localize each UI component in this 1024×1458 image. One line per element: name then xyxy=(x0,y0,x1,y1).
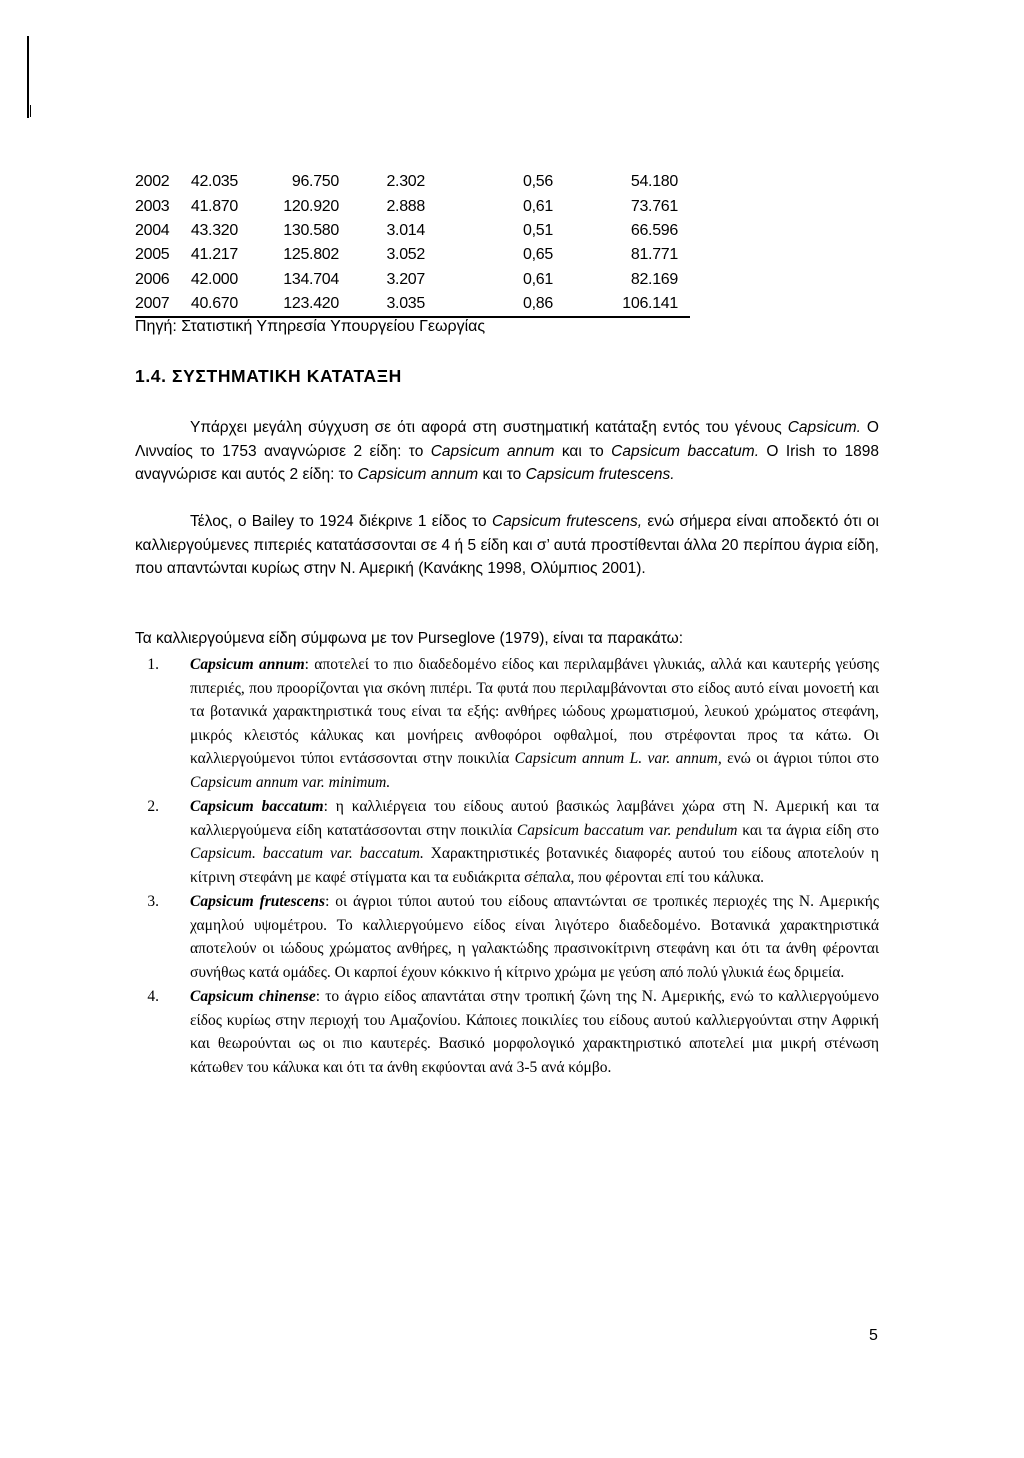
table-cell: 41.870 xyxy=(190,197,238,215)
table-cell: 40.670 xyxy=(180,292,238,317)
table-cell: 0,61 xyxy=(523,197,553,215)
table-cell-year: 2004 xyxy=(135,221,170,239)
table-cell: 42.035 xyxy=(190,173,238,191)
table-cell-year: 2002 xyxy=(135,173,170,191)
section-heading: 1.4. ΣΥΣΤΗΜΑΤΙΚΗ ΚΑΤΑΤΑΞΗ xyxy=(135,366,402,386)
paragraph-intro xyxy=(135,416,879,487)
table-cell: 0,65 xyxy=(523,246,553,264)
species-name: Capsicum frutescens, xyxy=(491,513,643,530)
table-cell: 125.802 xyxy=(283,246,339,264)
table-row xyxy=(135,243,690,267)
table-cell: 123.420 xyxy=(238,292,339,317)
table-cell: 54.180 xyxy=(630,173,678,191)
species-name: Capsicum annum xyxy=(357,466,479,483)
table-cell: 0,86 xyxy=(425,292,553,317)
list-item xyxy=(135,985,879,1079)
table-cell: 3.014 xyxy=(386,221,425,239)
table-cell: 3.052 xyxy=(386,246,425,264)
text-run: : η καλλιέργεια του είδους αυτού βασικώς λαμβάνει χώρα στη Ν. Αμερική και τα καλλιεργούμενα είδη κατατάσσονται στην ποικιλία xyxy=(190,798,879,839)
table-row xyxy=(135,170,690,194)
paragraph-bailey xyxy=(135,510,879,581)
text-run: Χαρακτηριστικές βοτανικές διαφορές αυτού του είδους αποτελούν η κίτρινη στεφάνη με καφέ στίγματα και τα ευδιάκριτα σέπαλα, που φέρονται επί του κάλυκα. xyxy=(190,845,879,886)
statistics-table xyxy=(135,170,690,318)
table-cell: 73.761 xyxy=(630,197,678,215)
table-cell: 130.580 xyxy=(283,221,339,239)
table-cell: 106.141 xyxy=(553,292,690,317)
text-run: : αποτελεί το πιο διαδεδομένο είδος και περιλαμβάνει γλυκιάς, αλλά και καυτερής γεύσης πιπεριές, που προορίζονται για σκόνη πιπέρι. Τα φυτά που περιλαμβάνονται στο είδος αυτό είναι μονοετή και τα βοτανικά χαρακτηριστικά τους είναι τα εξής: ανθήρες ιώδους χρωματισμού, λευκού χρώματος στεφάνη, μικρός κλειστός κάλυκας και μονήρεις ανθοφόροι οφθαλμοί, που στρέφονται προς τα κάτω. Οι καλλιεργούμενοι τύποι εντάσσονται στην ποικιλία xyxy=(190,656,879,767)
table-cell: 41.217 xyxy=(190,246,238,264)
list-item xyxy=(135,795,879,889)
species-title: Capsicum frutescens xyxy=(190,893,326,910)
text-run: Ο Irish το 1898 αναγνώρισε και αυτός 2 είδη: το xyxy=(135,442,879,483)
species-name: Capsicum annum L. var. annum, xyxy=(514,750,722,767)
table-cell: 0,51 xyxy=(523,221,553,239)
text-run: Τέλος, ο Bailey το 1924 διέκρινε 1 είδος το xyxy=(190,513,492,530)
table-cell: 3.035 xyxy=(339,292,425,317)
table-cell: 43.320 xyxy=(190,221,238,239)
table-row xyxy=(135,292,690,317)
table-cell-year: 2006 xyxy=(135,270,170,288)
species-title: Capsicum annum xyxy=(190,656,305,673)
species-name: Capsicum frutescens. xyxy=(525,466,675,483)
list-item xyxy=(135,890,879,984)
text-run: και το xyxy=(554,442,612,460)
table-row xyxy=(135,268,690,292)
species-list xyxy=(135,653,879,1079)
table-cell-year: 2007 xyxy=(135,292,180,317)
species-name: Capsicum. xyxy=(787,419,861,436)
list-item xyxy=(135,653,879,794)
species-title: Capsicum chinense xyxy=(190,988,316,1005)
table-row xyxy=(135,194,690,218)
table-cell: 2.888 xyxy=(386,197,425,215)
species-name: Capsicum baccatum var. pendulum xyxy=(516,821,738,839)
table-cell: 134.704 xyxy=(283,270,339,288)
species-title: Capsicum baccatum xyxy=(190,798,324,815)
text-run: ενώ οι άγριοι τύποι στο xyxy=(721,750,880,767)
table-cell: 120.920 xyxy=(283,197,339,215)
table-cell: 2.302 xyxy=(386,173,425,191)
table-cell: 81.771 xyxy=(630,246,678,264)
table-cell: 3.207 xyxy=(386,270,425,288)
text-run: Υπάρχει μεγάλη σύγχυση σε ότι αφορά στη συστηματική κατάταξη εντός του γένους xyxy=(190,419,788,436)
species-name: Capsicum baccatum. xyxy=(611,442,759,460)
species-name: Capsicum annum xyxy=(430,442,555,460)
text-run: και τα άγρια είδη στο xyxy=(737,821,880,839)
table-row xyxy=(135,219,690,243)
text-run: Ο Λινναίος το 1753 αναγνώρισε 2 είδη: το xyxy=(135,419,879,460)
table-cell: 66.596 xyxy=(630,221,678,239)
margin-rule-tick xyxy=(30,105,31,117)
text-run: και το xyxy=(478,466,526,483)
species-name: Capsicum annum var. minimum. xyxy=(190,773,391,791)
table-cell: 0,61 xyxy=(523,270,553,288)
table-source-note: Πηγή: Στατιστική Υπηρεσία Υπουργείου Γεωργίας xyxy=(135,318,486,335)
table-cell: 0,56 xyxy=(523,173,553,191)
list-number: 4. xyxy=(147,988,159,1005)
species-name: Capsicum. baccatum var. baccatum. xyxy=(190,845,424,862)
text-run: : το άγριο είδος απαντάται στην τροπική ζώνη της Ν. Αμερικής, ενώ το καλλιεργούμενο είδος κυρίως στην περιοχή του Αμαζονίου. Κάποιες ποικιλίες του είδους αυτού καλλιεργούνται στην Αφρική και θεωρούνται ως οι πιο καυτερές. Βασικό μορφολογικό χαρακτηριστικό αποτελεί μια μικρή στένωση κάτωθεν του κάλυκα και ότι τα άνθη εκφύονται ανά 3-5 ανά κόμβο. xyxy=(190,988,880,1076)
margin-rule xyxy=(27,36,29,118)
table-cell-year: 2005 xyxy=(135,246,170,264)
table-cell-year: 2003 xyxy=(135,197,170,215)
page-number: 5 xyxy=(869,1327,878,1344)
table-cell: 82.169 xyxy=(630,270,678,288)
paragraph-list-intro: Τα καλλιεργούμενα είδη σύμφωνα με τον Purseglove (1979), είναι τα παρακάτω: xyxy=(135,630,684,647)
text-run: : οι άγριοι τύποι αυτού του είδους απαντώνται σε τροπικές περιοχές της Ν. Αμερικής χαμηλού υψομέτρου. Το καλλιεργούμενο είδος είναι λιγότερο διαδεδομένο. Βοτανικά χαρακτηριστικά αποτελούν οι ιώδους χρώματος ανθήρες, η γαλακτώδης πρασινοκίτρινη στεφάνη και ότι τα άνθη φέρονται συνήθως κατά ομάδες. Οι καρποί έχουν κόκκινο ή κίτρινο χρώμα με γεύση από πολύ γλυκιά έως δριμεία. xyxy=(190,893,879,981)
text-run: ενώ σήμερα είναι αποδεκτό ότι οι καλλιεργούμενες πιπεριές κατατάσσονται σε 4 ή 5 είδη και σ’ αυτά προστίθενται άλλα 20 περίπου άγρια είδη, που απαντώνται κυρίως στην Ν. Αμερική (Κανάκης 1998, Ολύμπιος 2001). xyxy=(135,513,879,577)
list-number: 3. xyxy=(147,893,159,910)
list-number: 1. xyxy=(147,656,159,673)
table-cell: 42.000 xyxy=(190,270,238,288)
table-cell: 96.750 xyxy=(291,173,339,191)
list-number: 2. xyxy=(147,798,159,815)
